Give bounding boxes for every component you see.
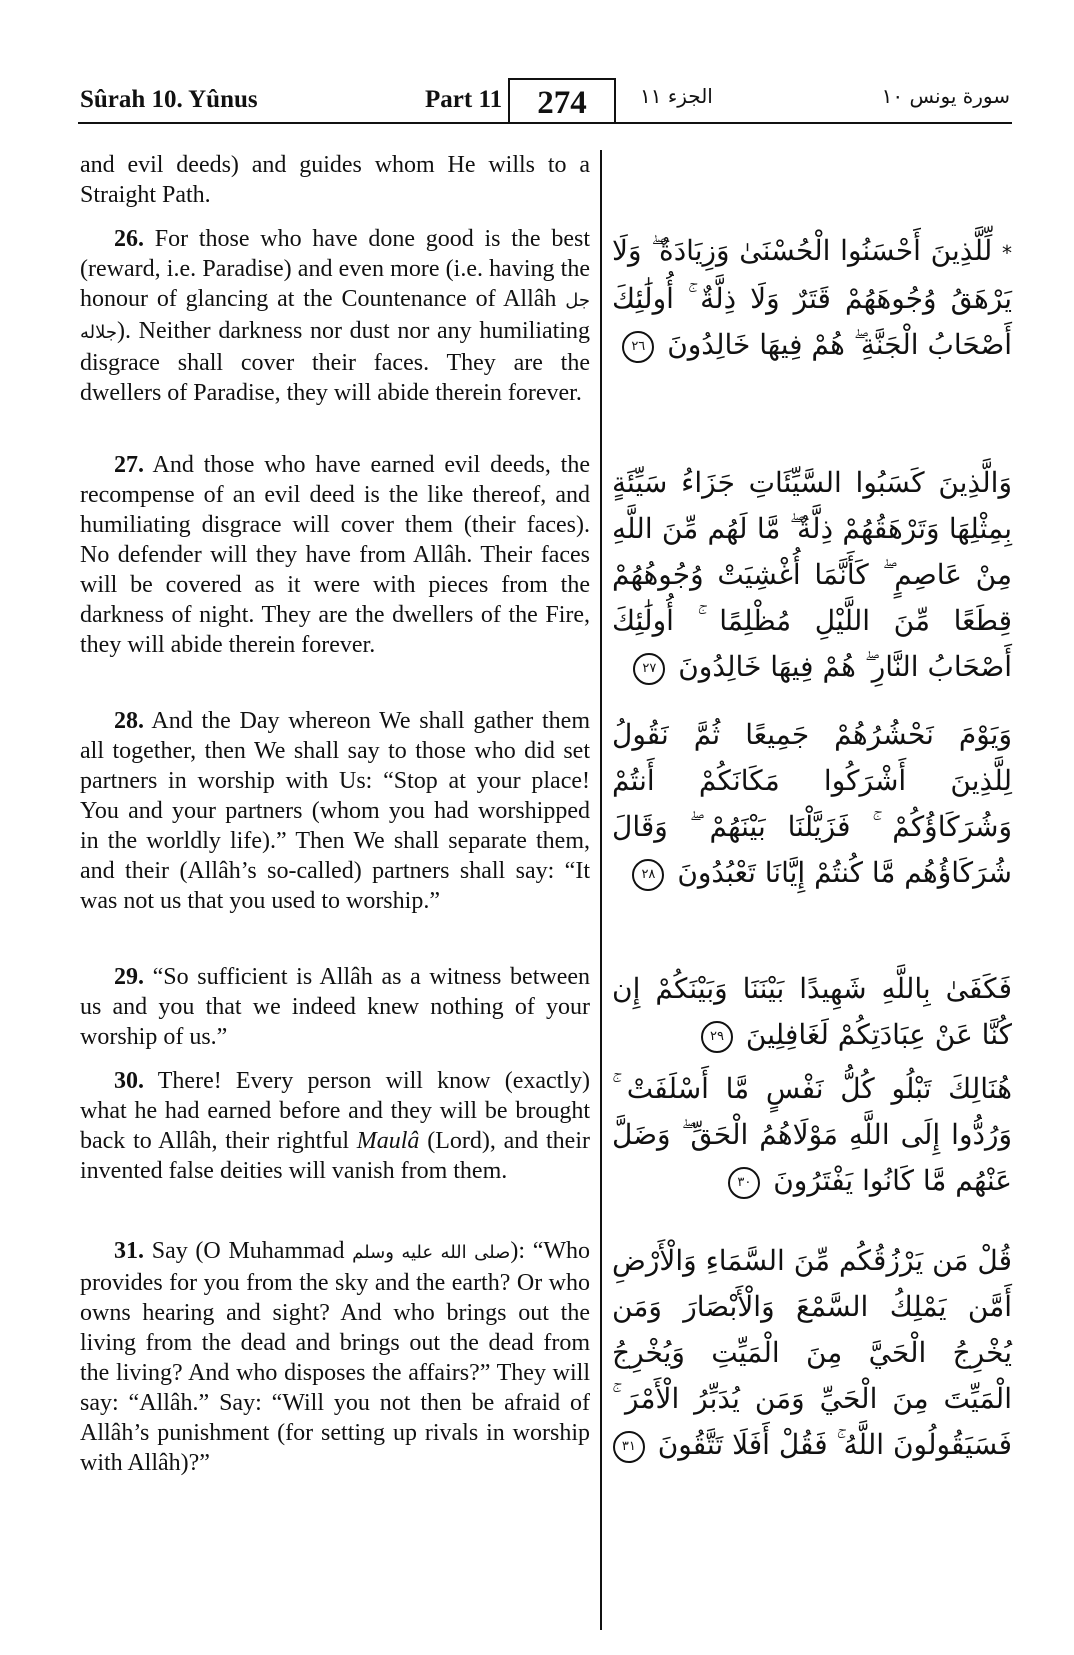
surah-title-en: Sûrah 10. Yûnus: [80, 86, 258, 113]
verse-end-icon: ٢٧: [633, 653, 665, 685]
verse-end-icon: ٢٩: [701, 1021, 733, 1053]
hizb-star-icon: *: [1002, 241, 1012, 265]
header-divider: [78, 122, 1012, 124]
verse-number: 27.: [114, 452, 144, 478]
english-verse-28: 28. And the Day whereon We shall gather them all together, then We shall say to those who did set partners in worship with Us: “Stop at your place! You and your partners (whom you had worshipped in the worldly life).” Then We shall separate them, and their (Allâh’s so-called) partners shall say: “It was not us that you used to worship.”: [80, 708, 590, 914]
verse-end-icon: ٣٠: [728, 1167, 760, 1199]
arabic-verse-26: * لِّلَّذِينَ أَحْسَنُوا الْحُسْنَىٰ وَزِيَادَةٌ ۖ وَلَا يَرْهَقُ وُجُوهَهُمْ قَتَرٌ وَلَا ذِلَّةٌ ۚ أُولَٰئِكَ أَصْحَابُ الْجَنَّةِ ۖ هُمْ فِيهَا خَالِدُونَ ٢٦: [612, 234, 1012, 361]
verse-number: 30.: [114, 1068, 144, 1094]
honorific-text: جل جلاله: [80, 290, 590, 343]
verse-number: 31.: [114, 1238, 144, 1264]
verse-end-icon: ٣١: [613, 1431, 645, 1463]
page-number-box: [508, 78, 616, 122]
english-verse-26: 26. For those who have done good is the best (reward, i.e. Paradise) and even more (i.e. having the honour of glancing at the Countenance of Allâh جل جلاله). Neither darkness nor dust nor any humiliating disgrace shall cover their faces. They are the dwellers of Paradise, they will abide therein forever.: [80, 226, 590, 406]
honorific-text: صلى الله عليه وسلم: [352, 1242, 511, 1263]
verse-end-icon: ٢٦: [622, 331, 654, 363]
english-verse-27: 27. And those who have earned evil deeds, the recompense of an evil deed is the like thereof, and humiliating disgrace will cover them (their faces). No defender will they have from Allâh. Their faces will be covered as it were with pieces from the darkness of night. They are the dwellers of the Fire, they will abide therein forever.: [80, 452, 590, 658]
part-label-en: Part 11: [425, 86, 503, 113]
arabic-verse-31: قُلْ مَن يَرْزُقُكُم مِّنَ السَّمَاءِ وَالْأَرْضِ أَمَّن يَمْلِكُ السَّمْعَ وَالْأَبْصَارَ وَمَن يُخْرِجُ الْحَيَّ مِنَ الْمَيِّتِ وَيُخْرِجُ الْمَيِّتَ مِنَ الْحَيِّ وَمَن يُدَبِّرُ الْأَمْرَ ۚ فَسَيَقُولُونَ اللَّهُ ۚ فَقُلْ أَفَلَا تَتَّقُونَ ٣١: [612, 1244, 1012, 1461]
maula-term: Maulâ: [356, 1128, 420, 1154]
arabic-verse-29: فَكَفَىٰ بِاللَّهِ شَهِيدًا بَيْنَنَا وَبَيْنَكُمْ إِن كُنَّا عَنْ عِبَادَتِكُمْ لَغَافِلِينَ ٢٩: [612, 972, 1012, 1051]
arabic-verse-27: وَالَّذِينَ كَسَبُوا السَّيِّئَاتِ جَزَاءُ سَيِّئَةٍ بِمِثْلِهَا وَتَرْهَقُهُمْ ذِلَّةٌ ۖ مَّا لَهُم مِّنَ اللَّهِ مِنْ عَاصِمٍ ۖ كَأَنَّمَا أُغْشِيَتْ وُجُوهُهُمْ قِطَعًا مِّنَ اللَّيْلِ مُظْلِمًا ۚ أُولَٰئِكَ أَصْحَابُ النَّارِ ۖ هُمْ فِيهَا خَالِدُونَ ٢٧: [612, 466, 1012, 683]
page-number: 274: [537, 85, 587, 121]
column-divider: [600, 150, 602, 1630]
english-verse-29: 29. “So sufficient is Allâh as a witness between us and you that we indeed knew nothing of your worship of us.”: [80, 964, 590, 1050]
arabic-verse-28: وَيَوْمَ نَحْشُرُهُمْ جَمِيعًا ثُمَّ نَقُولُ لِلَّذِينَ أَشْرَكُوا مَكَانَكُمْ أَنتُمْ وَشُرَكَاؤُكُمْ ۚ فَزَيَّلْنَا بَيْنَهُمْ ۖ وَقَالَ شُرَكَاؤُهُم مَّا كُنتُمْ إِيَّانَا تَعْبُدُونَ ٢٨: [612, 718, 1012, 889]
part-label-ar: الجزء ١١: [640, 84, 713, 108]
arabic-verse-30: هُنَالِكَ تَبْلُو كُلُّ نَفْسٍ مَّا أَسْلَفَتْ ۚ وَرُدُّوا إِلَى اللَّهِ مَوْلَاهُمُ الْحَقِّ ۖ وَضَلَّ عَنْهُم مَّا كَانُوا يَفْتَرُونَ ٣٠: [612, 1072, 1012, 1197]
verse-end-icon: ٢٨: [632, 859, 664, 891]
english-verse-30: 30. There! Every person will know (exactly) what he had earned before and they will be brought back to Allâh, their rightful Maulâ (Lord), and their invented false deities will vanish from them.: [80, 1068, 590, 1184]
surah-title-ar: سورة يونس ١٠: [881, 84, 1010, 108]
verse-number: 29.: [114, 964, 144, 990]
english-continuation: and evil deeds) and guides whom He wills to a Straight Path.: [80, 152, 590, 208]
verse-number: 26.: [114, 226, 144, 252]
verse-number: 28.: [114, 708, 144, 734]
english-verse-31: 31. Say (O Muhammad صلى الله عليه وسلم): “Who provides for you from the sky and the earth? Or who owns hearing and sight? And who brings out the living from the dead and brings out the dead from the living? And who disposes the affairs?” They will say: “Allâh.” Say: “Will you not then be afraid of Allâh’s punishment (for setting up rivals in worship with Allâh)?”: [80, 1238, 591, 1476]
page-header: [80, 78, 1010, 124]
